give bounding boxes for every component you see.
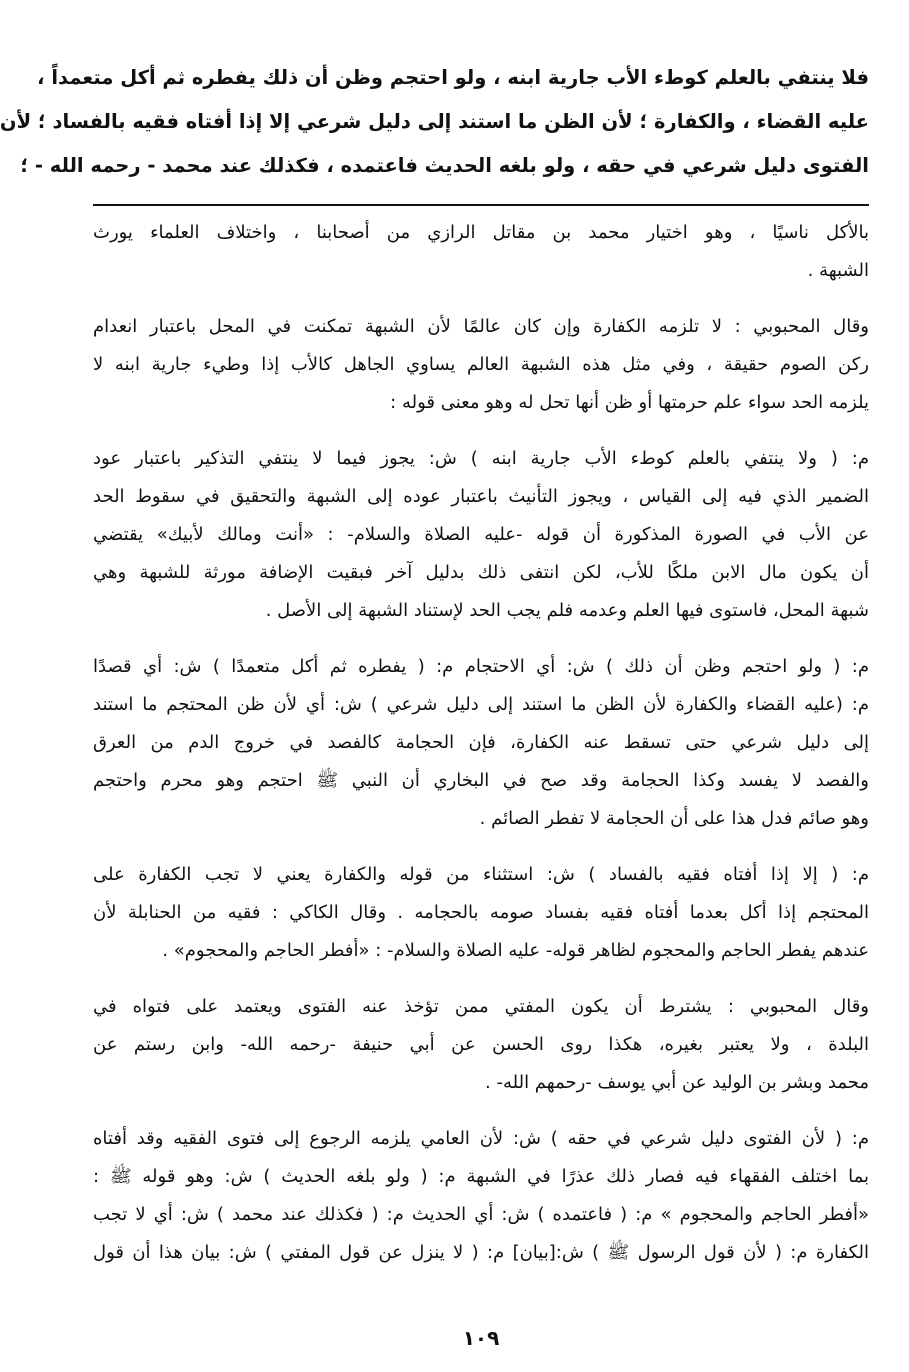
sharh-line: وهو صائم فدل هذا على أن الحجامة لا تفطر الصائم . <box>479 808 869 829</box>
sharh-line: بالأكل ناسيًا ، وهو اختيار محمد بن مقاتل الرازي من أصحابنا ، واختلاف العلماء يورث <box>93 222 869 243</box>
sharh-section <box>93 214 869 1272</box>
sharh-line: المحتجم إذا أكل بعدما أفتاه فقيه بفساد صومه بالحجامه . وقال الكاكي : فقيه من الحنابلة لأن <box>93 902 869 923</box>
sharh-line: البلدة ، ولا يعتبر بغيره، هكذا روى الحسن عن أبي حنيفة -رحمه الله- وابن رستم عن <box>93 1034 869 1055</box>
sharh-line: م: ( ولو احتجم وظن أن ذلك ) ش: أي الاحتجام م: ( يفطره ثم أكل متعمدًا ) ش: أي قصدًا <box>93 656 869 677</box>
section-divider <box>93 204 869 206</box>
matn-line: فلا ينتفي بالعلم كوطء الأب جارية ابنه ، ولو احتجم وظن أن ذلك يفطره ثم أكل متعمداً ، <box>37 66 869 89</box>
sharh-paragraph <box>93 214 869 290</box>
sharh-line: م: ( إلا إذا أفتاه فقيه بالفساد ) ش: استثناء من قوله والكفارة يعني لا تجب الكفارة على <box>93 864 869 885</box>
sharh-line: وقال المحبوبي : لا تلزمه الكفارة وإن كان عالمًا لأن الشبهة تمكنت في المحل باعتبار انعدام <box>93 316 869 337</box>
sharh-line: عن الأب في الصورة المذكورة أن قوله -عليه الصلاة والسلام- : «أنت ومالك لأبيك» يقتضي <box>93 524 869 545</box>
sharh-line: م: ( لأن الفتوى دليل شرعي في حقه ) ش: لأن العامي يلزمه الرجوع إلى فتوى الفقيه وقد أفتاه <box>93 1128 869 1149</box>
sharh-line: الشبهة . <box>807 260 869 281</box>
sharh-line: م: (عليه القضاء والكفارة لأن الظن ما استند إلى دليل شرعي ) ش: أي لأن ظن المحتجم ما استند <box>93 694 869 715</box>
sharh-paragraph <box>93 988 869 1102</box>
sharh-paragraph <box>93 1120 869 1272</box>
sharh-line: والفصد لا يفسد وكذا الحجامة وقد صح في البخاري أن النبي ﷺ احتجم وهو محرم واحتجم <box>93 770 869 791</box>
sharh-paragraph <box>93 440 869 630</box>
sharh-line: عندهم يفطر الحاجم والمحجوم لظاهر قوله- عليه الصلاة والسلام- : «أفطر الحاجم والمحجوم» . <box>162 940 869 961</box>
sharh-line: الكفارة م: ( لأن قول الرسول ﷺ ) ش:[بيان] م: ( لا ينزل عن قول المفتي ) ش: بيان هذا أن قول <box>93 1242 869 1263</box>
page-number: ١٠٩ <box>462 1326 500 1350</box>
sharh-line: الضمير الذي فيه إلى القياس ، ويجوز التأنيث باعتبار عوده إلى الشبهة والتحقيق في سقوط الحد <box>93 486 869 507</box>
sharh-line: وقال المحبوبي : يشترط أن يكون المفتي ممن تؤخذ عنه الفتوى ويعتمد على فتواه في <box>93 996 869 1017</box>
sharh-line: م: ( ولا ينتفي بالعلم كوطء الأب جارية ابنه ) ش: يجوز فيما لا ينتفي التذكير باعتبار عود <box>93 448 869 469</box>
matn-line: عليه القضاء ، والكفارة ؛ لأن الظن ما استند إلى دليل شرعي إلا إذا أفتاه فقيه بالفساد ؛ لأن <box>0 110 869 133</box>
sharh-paragraph <box>93 856 869 970</box>
sharh-line: أن يكون مال الابن ملكًا للأب، لكن انتفى ذلك بدليل آخر فبقيت الإضافة مورثة للشبهة وهي <box>93 562 869 583</box>
sharh-paragraph <box>93 648 869 838</box>
matn-line: الفتوى دليل شرعي في حقه ، ولو بلغه الحديث فاعتمده ، فكذلك عند محمد - رحمه الله - ؛ <box>20 154 869 177</box>
sharh-line: يلزمه الحد سواء علم حرمتها أو ظن أنها تحل له وهو معنى قوله : <box>390 392 869 413</box>
sharh-line: بما اختلف الفقهاء فيه فصار ذلك عذرًا في الشبهة م: ( ولو بلغه الحديث ) ش: وهو قوله ﷺ : <box>93 1166 869 1187</box>
sharh-line: «أفطر الحاجم والمحجوم » م: ( فاعتمده ) ش: أي الحديث م: ( فكذلك عند محمد ) ش: أي لا تجب <box>93 1204 869 1225</box>
sharh-line: شبهة المحل، فاستوى فيها العلم وعدمه فلم يجب الحد لإستناد الشبهة إلى الأصل . <box>265 600 869 621</box>
sharh-line: محمد وبشر بن الوليد عن أبي يوسف -رحمهم الله- . <box>485 1072 869 1093</box>
sharh-paragraph <box>93 308 869 422</box>
sharh-line: إلى دليل شرعي حتى تسقط عنه الكفارة، فإن الحجامة كالفصد في خروج الدم من العرق <box>93 732 869 753</box>
matn-section <box>0 56 869 188</box>
sharh-line: ركن الصوم حقيقة ، وفي مثل هذه الشبهة العالم يساوي الجاهل كالأب إذا وطيء جارية ابنه لا <box>93 354 869 375</box>
